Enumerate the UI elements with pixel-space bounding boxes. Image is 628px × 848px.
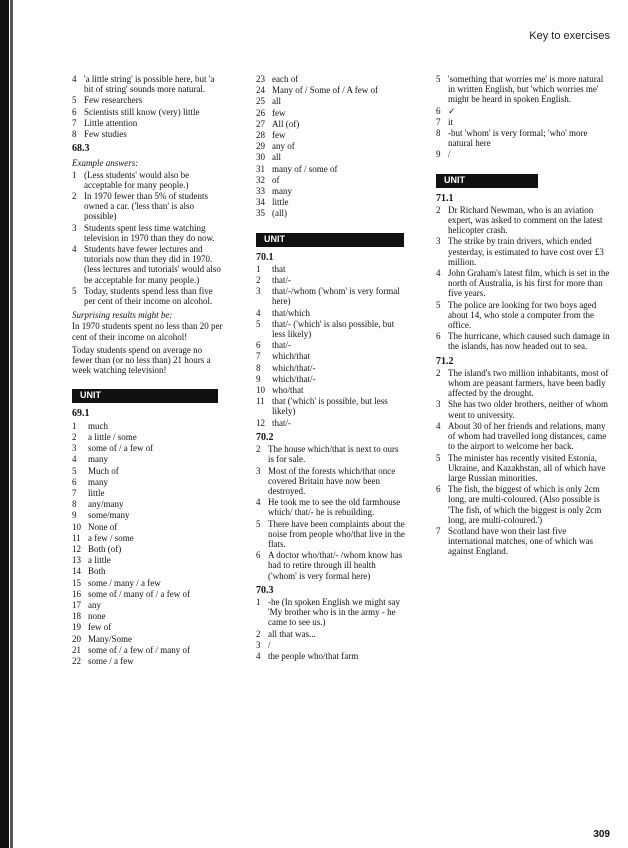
answer-item — [256, 186, 406, 196]
answer-item — [256, 141, 406, 151]
answer-number: 7 — [256, 351, 261, 362]
answer-number: 23 — [256, 74, 265, 84]
answer-text: it — [448, 116, 454, 127]
answer-text: many — [88, 454, 108, 465]
answer-item — [436, 484, 612, 525]
answer-item — [72, 477, 224, 487]
answer-item — [256, 629, 406, 639]
answer-number: 28 — [256, 130, 265, 141]
section-heading-70-2: 70.2 — [256, 431, 274, 443]
answer-number: 15 — [72, 577, 81, 588]
answer-text: a little — [88, 555, 111, 566]
answer-number: 7 — [436, 116, 441, 127]
answer-number: 34 — [256, 197, 265, 208]
answer-text: all — [272, 152, 281, 163]
answer-number: 35 — [256, 208, 265, 219]
answer-number: 5 — [72, 285, 77, 296]
answer-number: 10 — [256, 385, 265, 396]
answer-item — [72, 656, 224, 666]
answer-item — [436, 106, 612, 116]
answer-item — [72, 499, 224, 509]
answer-text: / — [268, 639, 271, 650]
answer-item — [256, 96, 406, 106]
answer-text: Most of the forests which/that once covered Britain have now been destroyed. — [268, 465, 396, 496]
answer-text: some / a few — [88, 655, 134, 666]
answer-item — [256, 374, 406, 384]
answer-text: all that was... — [268, 628, 316, 639]
section-heading-69-1: 69.1 — [72, 408, 90, 420]
list-71-2 — [436, 368, 612, 557]
answer-text: The police are looking for two boys aged about 14, who stole a computer from the office. — [448, 299, 597, 331]
answer-number: 1 — [72, 420, 77, 431]
answer-number: 33 — [256, 186, 265, 197]
answer-item — [72, 533, 224, 543]
answer-number: 2 — [436, 204, 441, 215]
answer-number: 32 — [256, 174, 265, 185]
answer-item — [256, 550, 406, 581]
answer-number: 2 — [72, 431, 77, 442]
answer-item — [72, 74, 224, 94]
unit-banner-71: UNIT — [436, 174, 538, 188]
answer-item — [256, 351, 406, 361]
answer-text: the people who/that farm — [268, 650, 359, 661]
answer-item — [256, 164, 406, 174]
answer-item — [72, 589, 224, 599]
answer-number: 2 — [436, 367, 441, 378]
answer-item — [256, 597, 406, 628]
answer-number: 8 — [256, 362, 261, 373]
answer-text: About 30 of her friends and relations, many of whom had travelled long distances, came to the airport to welcome her back. — [448, 420, 607, 452]
page-number: 309 — [593, 829, 610, 840]
answer-text: little — [88, 487, 105, 498]
answer-number: 6 — [72, 106, 77, 117]
answer-number: 5 — [72, 95, 77, 106]
answer-item — [72, 286, 224, 306]
answer-text: There have been complaints about the noise from people who/that live in the flats. — [268, 518, 405, 549]
answer-text: that/- ('which' is also possible, but less likely) — [272, 318, 395, 340]
answer-text: He took me to see the old farmhouse which/ that/- he is rebuilding. — [268, 497, 401, 518]
answer-item — [256, 640, 406, 650]
answer-number: 4 — [72, 74, 77, 84]
section-heading-71-2: 71.2 — [436, 355, 454, 367]
answer-text: All (of) — [272, 118, 300, 129]
answer-number: 5 — [256, 518, 261, 529]
answer-item — [72, 129, 224, 139]
answer-text: Few researchers — [84, 95, 143, 106]
list-69-1 — [72, 421, 224, 666]
answer-item — [256, 651, 406, 661]
answer-text: She has two older brothers, neither of whom went to university. — [448, 399, 608, 420]
answer-number: 21 — [72, 644, 81, 655]
answer-item — [256, 340, 406, 350]
answer-number: 4 — [436, 268, 441, 279]
answer-text: much — [88, 420, 108, 431]
answer-text: that/-/whom ('whom' is very formal here) — [272, 286, 400, 307]
answer-item — [256, 130, 406, 140]
answer-item — [256, 275, 406, 285]
answer-number: 7 — [72, 117, 77, 128]
list-70-3 — [256, 597, 406, 661]
answer-item — [72, 611, 224, 621]
answer-item — [436, 368, 612, 399]
answer-item — [256, 152, 406, 162]
answer-number: 3 — [72, 222, 77, 233]
answer-item — [72, 432, 224, 442]
answer-number: 22 — [72, 655, 81, 666]
answer-item — [436, 205, 612, 236]
answer-text: some/many — [88, 510, 130, 521]
answer-item — [436, 74, 612, 105]
answer-text: little — [272, 197, 289, 208]
answer-item — [72, 622, 224, 632]
answer-number: 30 — [256, 152, 265, 163]
answer-item — [72, 421, 224, 431]
answer-text: that/- — [272, 340, 291, 351]
answer-number: 1 — [72, 169, 77, 180]
answer-number: 31 — [256, 163, 265, 174]
surprising-results-label: Surprising results might be: — [72, 310, 173, 321]
answer-number: 1 — [256, 263, 261, 274]
answer-number: 4 — [72, 454, 77, 465]
answer-item — [436, 421, 612, 452]
column-3 — [436, 74, 612, 558]
answer-number: 3 — [256, 639, 261, 650]
answer-number: 13 — [72, 555, 81, 566]
answer-item — [256, 264, 406, 274]
answer-number: 7 — [436, 525, 441, 536]
answer-item — [256, 519, 406, 550]
answer-item — [72, 600, 224, 610]
answer-text: Scotland have won their last five international matches, one of which was against England. — [448, 525, 593, 557]
answer-item — [436, 268, 612, 299]
answer-number: 8 — [72, 499, 77, 510]
answer-text: Few studies — [84, 129, 127, 140]
column-2 — [256, 74, 406, 662]
result-paragraph-2: Today students spend on average no fewer than (or no less than) 21 hours a week watching television! — [72, 344, 211, 376]
answer-item — [436, 331, 612, 351]
answer-number: 12 — [256, 417, 265, 428]
answer-text: any — [88, 599, 101, 610]
answer-text: many — [272, 186, 292, 197]
answer-number: 11 — [256, 396, 265, 407]
answer-text: The island's two million inhabitants, most of whom are peasant farmers, have been badly affected by the drought. — [448, 367, 609, 399]
answer-number: 8 — [72, 129, 77, 140]
answer-number: 9 — [256, 373, 261, 384]
answer-number: 6 — [436, 331, 441, 342]
answer-text: Little attention — [84, 117, 138, 128]
answer-number: 2 — [256, 444, 261, 455]
answer-number: 11 — [72, 532, 81, 543]
section-heading-68-3: 68.3 — [72, 143, 90, 155]
answer-text: some / many / a few — [88, 577, 161, 588]
answer-number: 3 — [256, 465, 261, 476]
answer-item — [72, 566, 224, 576]
answer-item — [72, 634, 224, 644]
answer-item — [436, 399, 612, 419]
answer-text: In 1970 fewer than 5% of students owned a car. ('less than' is also possible) — [84, 191, 208, 222]
answer-item — [72, 244, 224, 285]
answer-text: (all) — [272, 208, 287, 219]
answer-item — [72, 107, 224, 117]
answer-text: Much of — [88, 465, 119, 476]
list-68-2-continued — [72, 74, 224, 139]
answer-text: Students spent less time watching television in 1970 than they do now. — [84, 222, 215, 243]
answer-text: of — [272, 174, 280, 185]
answer-item — [72, 555, 224, 565]
answer-number: 27 — [256, 118, 265, 129]
answer-text: any of — [272, 141, 295, 152]
answer-item — [72, 191, 224, 222]
answer-text: 'something that worries me' is more natural in written English, but 'which worries me' might be heard in spoken English. — [448, 74, 604, 105]
book-spine-shadow — [0, 0, 9, 848]
answer-text: The fish, the biggest of which is only 2cm long, are multi-coloured. (Also possible is 'The fish, of which the biggest is only 2cm long, are multi-coloured.') — [448, 484, 602, 525]
answer-text: / — [448, 149, 451, 160]
answer-text: Both — [88, 566, 106, 577]
unit-banner-70: UNIT — [256, 233, 404, 247]
answer-number: 6 — [256, 550, 261, 561]
answer-text: any/many — [88, 499, 124, 510]
list-69-1-continued — [256, 74, 406, 219]
list-70-3-continued — [436, 74, 612, 160]
answer-item — [256, 396, 406, 416]
answer-number: 19 — [72, 622, 81, 633]
list-68-3 — [72, 170, 224, 307]
answer-number: 4 — [256, 307, 261, 318]
answer-number: 3 — [72, 443, 77, 454]
answer-item — [256, 119, 406, 129]
answer-number: 5 — [436, 74, 441, 84]
answer-number: 6 — [72, 476, 77, 487]
answer-text: that/- — [272, 275, 291, 286]
answer-number: 18 — [72, 611, 81, 622]
answer-text: that/which — [272, 307, 310, 318]
section-heading-71-1: 71.1 — [436, 192, 454, 204]
answer-number: 29 — [256, 141, 265, 152]
answer-item — [72, 223, 224, 243]
answer-text: Scientists still know (very) little — [84, 106, 200, 117]
answer-number: 5 — [436, 299, 441, 310]
answer-number: 12 — [72, 543, 81, 554]
answer-text: few — [272, 130, 286, 141]
unit-banner-69: UNIT — [72, 389, 218, 403]
answer-number: 3 — [436, 399, 441, 410]
answer-item — [72, 443, 224, 453]
answer-item — [436, 236, 612, 267]
answer-text: none — [88, 611, 106, 622]
answer-item — [256, 74, 406, 84]
answer-number: 4 — [256, 497, 261, 508]
answer-item — [256, 308, 406, 318]
answer-number: 14 — [72, 566, 81, 577]
answer-number: 4 — [256, 650, 261, 661]
answer-text: Many/Some — [88, 633, 132, 644]
answer-text: which/that/- — [272, 373, 316, 384]
answer-item — [256, 208, 406, 218]
answer-text: some of / a few of — [88, 443, 154, 454]
answer-item — [436, 117, 612, 127]
answer-number: 20 — [72, 633, 81, 644]
answer-number: 8 — [436, 128, 441, 139]
answer-item — [256, 108, 406, 118]
answer-item — [256, 418, 406, 428]
answer-text: The strike by train drivers, which ended yesterday, is estimated to have cost over £3 million. — [448, 236, 604, 267]
answer-text: which/that/- — [272, 362, 316, 373]
answer-number: 10 — [72, 521, 81, 532]
answer-number: 5 — [72, 465, 77, 476]
answer-item — [256, 466, 406, 497]
answer-text: 'a little string' is possible here, but 'a bit of string' sounds more natural. — [84, 74, 215, 95]
answer-text: The minister has recently visited Estonia, Ukraine, and Kazakhstan, all of which have large Russian minorities. — [448, 452, 606, 483]
answer-number: 25 — [256, 96, 265, 107]
result-paragraph-1: In 1970 students spent no less than 20 per cent of their income on alcohol! — [72, 321, 223, 342]
answer-item — [72, 544, 224, 554]
answer-number: 5 — [256, 318, 261, 329]
answer-number: 6 — [256, 340, 261, 351]
answer-item — [72, 488, 224, 498]
answer-item — [72, 522, 224, 532]
answer-text: The house which/that is next to ours is for sale. — [268, 444, 399, 465]
answer-text: a few / some — [88, 532, 134, 543]
answer-number: 6 — [436, 484, 441, 495]
list-70-1 — [256, 264, 406, 428]
answer-number: 3 — [436, 236, 441, 247]
answer-item — [256, 286, 406, 306]
answer-text: ✓ — [448, 105, 456, 116]
answer-number: 16 — [72, 588, 81, 599]
list-71-1 — [436, 205, 612, 352]
answer-number: 9 — [436, 149, 441, 160]
answer-number: 17 — [72, 599, 81, 610]
answer-number: 4 — [436, 420, 441, 431]
answer-item — [256, 85, 406, 95]
answer-text: Both (of) — [88, 543, 122, 554]
answer-text: -but 'whom' is very formal; 'who' more natural here — [448, 128, 588, 149]
answer-item — [72, 454, 224, 464]
answer-item — [72, 578, 224, 588]
answer-text: -he (In spoken English we might say 'My brother who is in the army - he came to see us.) — [268, 596, 400, 628]
example-answers-label: Example answers: — [72, 158, 139, 169]
answer-number: 24 — [256, 85, 265, 96]
answer-number: 9 — [72, 510, 77, 521]
answer-text: Students have fewer lectures and tutorials now than they did in 1970. (less lectures and tutorials' would also be acceptable for many people.) — [84, 244, 221, 285]
section-heading-70-1: 70.1 — [256, 251, 274, 263]
answer-text: few — [272, 107, 286, 118]
answer-text: None of — [88, 521, 118, 532]
answer-text: Today, students spend less than five per cent of their income on alcohol. — [84, 285, 213, 307]
book-spine-edge — [10, 0, 13, 848]
answer-text: some of / a few of / many of — [88, 644, 190, 655]
running-header: Key to exercises — [529, 30, 610, 42]
answer-text: all — [272, 96, 281, 107]
answer-item — [256, 363, 406, 373]
answer-item — [72, 466, 224, 476]
answer-item — [72, 510, 224, 520]
answer-text: John Graham's latest film, which is set in the north of Australia, is his first for more than five years. — [448, 268, 610, 299]
answer-text: Dr Richard Newman, who is an aviation expert, was asked to comment on the latest helicopter crash. — [448, 204, 603, 236]
answer-number: 6 — [436, 105, 441, 116]
answer-item — [72, 645, 224, 655]
answer-number: 4 — [72, 244, 77, 255]
answer-item — [256, 444, 406, 464]
answer-item — [436, 149, 612, 159]
list-70-2 — [256, 444, 406, 581]
answer-text: who/that — [272, 385, 304, 396]
answer-number: 26 — [256, 107, 265, 118]
answer-text: that/- — [272, 417, 291, 428]
answer-number: 7 — [72, 487, 77, 498]
answer-text: each of — [272, 74, 299, 84]
answer-number: 1 — [256, 596, 261, 607]
answer-text: a little / some — [88, 431, 137, 442]
answer-item — [72, 95, 224, 105]
answer-text: many — [88, 476, 108, 487]
answer-text: that ('which' is possible, but less likely) — [272, 396, 388, 417]
answer-text: (Less students' would also be acceptable for many people.) — [84, 169, 190, 190]
answer-item — [436, 128, 612, 148]
column-1 — [72, 74, 224, 667]
answer-text: that — [272, 263, 286, 274]
answer-text: few of — [88, 622, 112, 633]
answer-text: A doctor who/that/- /whom know has had to retire through ill health ('whom' is very formal here) — [268, 550, 403, 581]
answer-text: many of / some of — [272, 163, 338, 174]
answer-item — [436, 453, 612, 484]
answer-text: The hurricane, which caused such damage in the islands, has now headed out to sea. — [448, 331, 610, 352]
answer-text: some of / many of / a few of — [88, 588, 190, 599]
answer-item — [256, 385, 406, 395]
answer-number: 2 — [256, 628, 261, 639]
answer-item — [436, 300, 612, 331]
answer-item — [256, 175, 406, 185]
answer-item — [72, 170, 224, 190]
answer-item — [436, 526, 612, 557]
answer-item — [256, 497, 406, 517]
answer-item — [72, 118, 224, 128]
answer-number: 3 — [256, 286, 261, 297]
answer-number: 2 — [72, 191, 77, 202]
answer-text: which/that — [272, 351, 310, 362]
answer-number: 5 — [436, 452, 441, 463]
answer-number: 2 — [256, 275, 261, 286]
answer-text: Many of / Some of / A few of — [272, 85, 378, 96]
answer-item — [256, 319, 406, 339]
answer-item — [256, 197, 406, 207]
section-heading-70-3: 70.3 — [256, 584, 274, 596]
